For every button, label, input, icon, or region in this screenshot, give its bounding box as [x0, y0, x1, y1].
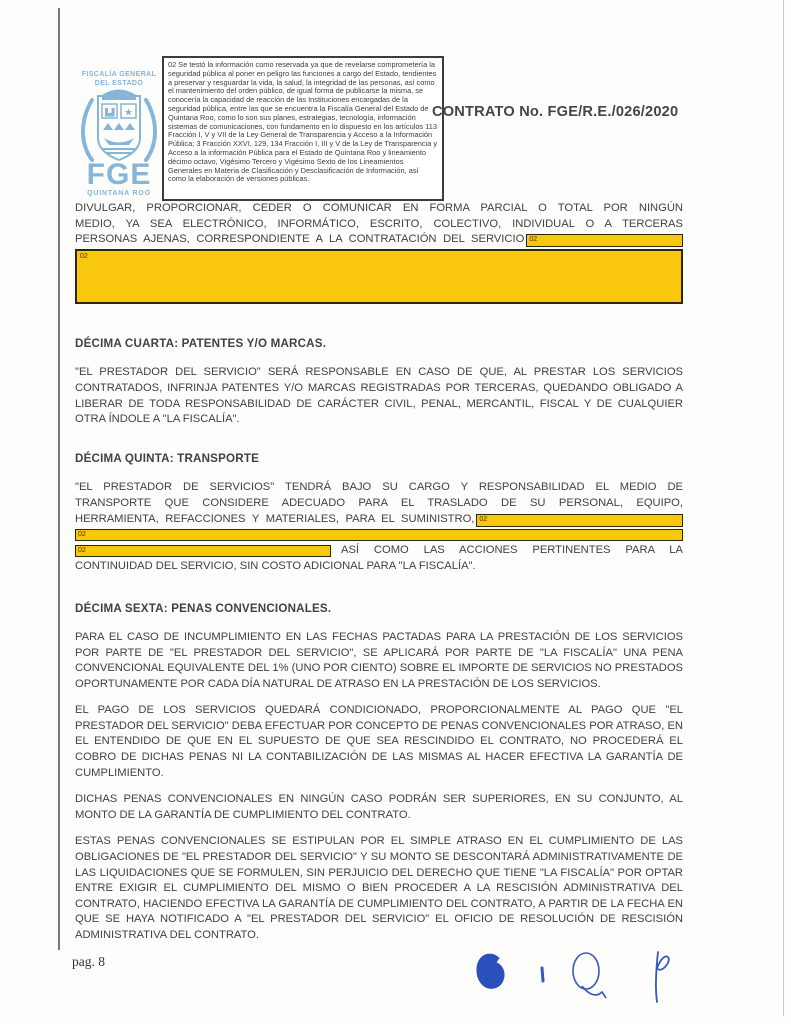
section-heading-decima-cuarta: DÉCIMA CUARTA: PATENTES Y/O MARCAS.: [75, 336, 327, 350]
quinta-line-1: "EL PRESTADOR DE SERVICIOS" TENDRÁ BAJO SU CARGO Y RESPONSABILIDAD EL MEDIO DE: [75, 481, 683, 494]
signature-marks: [468, 938, 698, 1023]
scan-edge-line-right: [783, 0, 784, 1016]
logo-state-svg: QUINTANA ROO: [87, 190, 151, 197]
fge-emblem-icon: [70, 64, 168, 198]
fge-logo: [70, 64, 168, 198]
quinta-line-5: [75, 543, 683, 559]
quinta-line-3-text: HERRAMIENTA, REFACCIONES Y MATERIALES, PARA EL SUMINISTRO,: [75, 512, 475, 525]
redaction-row-full: 02: [75, 529, 683, 541]
redaction-box-small-1: 02: [526, 234, 683, 247]
svg-text:★: ★: [124, 107, 133, 119]
logo-org-line2-svg: DEL ESTADO: [94, 80, 144, 87]
logo-acronym-svg: FGE: [86, 158, 152, 191]
signature-p-icon: [656, 952, 669, 1002]
quinta-line-3: [75, 512, 683, 528]
redaction-box-partial: 02: [75, 545, 331, 557]
paragraph-decima-cuarta: "EL PRESTADOR DEL SERVICIO" SERÁ RESPONSABLE EN CASO DE QUE, AL PRESTAR LOS SERVICIOS CONTRATADOS, INFRINJA PATENTES Y/O MARCAS REGISTRADAS POR TERCERAS, QUEDANDO OBLIGADO A LIBERAR DE TODA RESPONSABILIDAD DE CARÁCTER CIVIL, PENAL, MERCANTIL, FISCAL Y DE CUALQUIER OTRA ÍNDOLE A "LA FISCALÍA".: [75, 366, 683, 426]
paragraph-sexta-1: PARA EL CASO DE INCUMPLIMIENTO EN LAS FECHAS PACTADAS PARA LA PRESTACIÓN DE LOS SERVICIOS POR PARTE DE "EL PRESTADOR DEL SERVICIO", SE APLICARÁ POR PARTE DE "LA FISCALÍA" UNA PENA CONVENCIONAL EQUIVALENTE DEL 1% (UNO POR CIENTO) SOBRE EL IMPORTE DE SERVICIOS NO PRESTADOS OPORTUNAMENTE POR CADA DÍA NATURAL DE ATRASO EN LA PRESTACIÓN DE LOS SERVICIOS.: [75, 630, 683, 690]
intro-line-3: [75, 232, 683, 248]
signature-blob-icon: [479, 956, 502, 986]
logo-org-line1-svg: FISCALÍA GENERAL: [81, 71, 157, 78]
contract-number: CONTRATO No. FGE/R.E./026/2020: [432, 104, 679, 120]
contract-body: [75, 201, 683, 944]
redaction-note-box: 02 Se testó la información como reservada ya que de revelarse comprometería la seguridad pública al poner en peligro las funciones a cargo del Estado, tendientes a preservar y resguardar la vida, la salud, la integridad de las personas, así como el mantenimiento del orden público, de igual forma de publicarse la misma, se conocería la capacidad de reacción de las Instituciones encargadas de la seguridad pública, entre las que se encuentra la Fiscalía General del Estado de Quintana Roo, como lo son sus planes, estrategias, tecnología, información sistemas de comunicaciones, con fundamento en lo dispuesto en los artículos 113 Fracción I, V y VII de la Ley General de Transparencia y Acceso a la Información Pública; 3 Fracción XXVI, 129, 134 Fracción I, III y V de la Ley de Transparencia y Acceso a la información Pública para el Estado de Quintana Roo y lineamiento décimo octavo, Vigésimo Tercero y Vigésimo Sexto de los Lineamientos Generales en Materia de Clasificación y Desclasificación de Información, así como la elaboración de versiones públicas.: [162, 56, 444, 201]
redaction-box-large: 02: [75, 249, 683, 304]
page-number: pag. 8: [72, 954, 105, 969]
intro-line-1: DIVULGAR, PROPORCIONAR, CEDER O COMUNICAR EN FORMA PARCIAL O TOTAL POR NINGÚN: [75, 202, 683, 214]
quinta-line-5-text: ASÍ COMO LAS ACCIONES PERTINENTES PARA LA: [341, 544, 683, 557]
paragraph-sexta-3: DICHAS PENAS CONVENCIONALES EN NINGÚN CASO PODRÁN SER SUPERIORES, EN SU CONJUNTO, AL MONTO DE LA GARANTÍA DE CUMPLIMIENTO DEL CONTRATO.: [75, 793, 683, 821]
section-heading-decima-sexta: DÉCIMA SEXTA: PENAS CONVENCIONALES.: [75, 602, 332, 616]
intro-line-3-text: PERSONAS AJENAS, CORRESPONDIENTE A LA CONTRATACIÓN DEL SERVICIO: [75, 233, 525, 246]
signature-tick-icon: [542, 968, 543, 981]
signature-ink-icon: [468, 938, 698, 1018]
section-heading-decima-quinta: DÉCIMA QUINTA: TRANSPORTE: [75, 451, 260, 465]
scan-edge-line-left: [58, 8, 60, 950]
paragraph-sexta-4: ESTAS PENAS CONVENCIONALES SE ESTIPULAN POR EL SIMPLE ATRASO EN EL CUMPLIMIENTO DE LAS OBLIGACIONES DE "EL PRESTADOR DEL SERVICIO" Y SU MONTO SE DESCONTARÁ ADMINISTRATIVAMENTE DE LAS LIQUIDACIONES QUE SE FORMULEN, SIN PERJUICIO DEL DERECHO QUE TIENE "LA FISCALÍA" POR OPTAR ENTRE EXIGIR EL CUMPLIMIENTO DEL MISMO O BIEN PROCEDER A LA RESCISIÓN ADMINISTRATIVA DEL CONTRATO, HACIENDO EFECTIVA LA GARANTÍA DE CUMPLIMIENTO DEL CONTRATO, A PARTIR DE LA FECHA EN QUE SE HAYA NOTIFICADO A "EL PRESTADOR DEL SERVICIO" EL OFICIO DE RESOLUCIÓN DE RESCISIÓN ADMINISTRATIVA DEL CONTRATO.: [75, 835, 683, 941]
intro-line-2: MEDIO, YA SEA ELECTRÓNICO, INFORMÁTICO, ESCRITO, COLECTIVO, INDIVIDUAL O A TERCERAS: [75, 217, 683, 230]
redaction-box-small-2: 02: [476, 514, 683, 527]
quinta-line-2: TRANSPORTE QUE CONSIDERE ADECUADO PARA EL TRASLADO DE SU PERSONAL, EQUIPO,: [75, 496, 683, 509]
quinta-line-6: CONTINUIDAD DEL SERVICIO, SIN COSTO ADICIONAL PARA "LA FISCALÍA".: [75, 559, 476, 572]
signature-q-icon: [573, 953, 606, 998]
paragraph-sexta-2: EL PAGO DE LOS SERVICIOS QUEDARÁ CONDICIONADO, PROPORCIONALMENTE AL PAGO QUE "EL PRESTADOR DEL SERVICIO" DEBA EFECTUAR POR CONCEPTO DE PENAS CONVENCIONALES POR ATRASO, EN EL ENTENDIDO DE QUE EN EL SUPUESTO DE QUE SEA RESCINDIDO EL CONTRATO, NO PROCEDERÁ EL COBRO DE DICHAS PENAS NI LA CONTABILIZACIÓN DE LAS MISMAS AL HACER EFECTIVA LA GARANTÍA DE CUMPLIMIENTO.: [75, 704, 683, 779]
